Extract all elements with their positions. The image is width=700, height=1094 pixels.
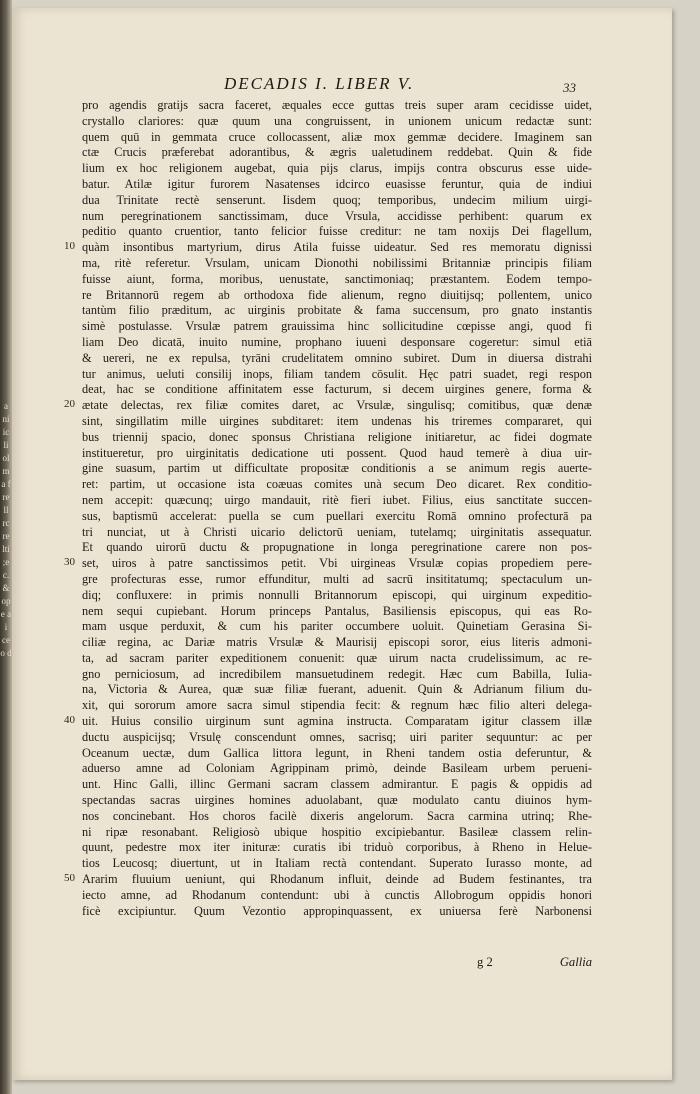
text-line: deat, hac se conditione affinitatem esse facturum, si decem uirgines genere, forma & (82, 382, 592, 397)
text-line: liam Deo dicatā, inuito numine, prophano iuueni desponsare cogeretur: simul etiā (82, 334, 592, 349)
facing-page-edge-text: a ni ic li ol m a f re ll rc re lti ;e c. & op e a i ce o d (0, 401, 12, 658)
text-line: nos concinebant. Hos choros facilè dixeris angelorum. Sacra carmina utrinq; Rhe- (82, 808, 592, 823)
text-line: iecto amne, ad Rhodanum contendunt: ubi à cunctis Allobrogum oppidis honori (82, 887, 592, 902)
text-line: diq; confluxere: in primis nonnulli Britannorum episcopi, qui uirginum expeditio- (82, 587, 592, 602)
line-number: 30 (64, 556, 75, 569)
text-line: bus triennij spacio, donec sponsus Christiana religione initiaretur, ac fidei dogmate (82, 429, 592, 444)
running-header: DECADIS I. LIBER V. (224, 74, 415, 93)
text-line: sint, singillatim mille uirgines subditaret: item undenas his triremes compararet, qui (82, 413, 592, 428)
text-line: gine suasum, partim ut difficultate propositæ conditionis a se animum regis auerte- (82, 461, 592, 476)
line-number: 10 (64, 240, 75, 253)
text-line: mam usque perduxit, & cum his pariter occumbere uoluit. Quinetiam Gerasina Si- (82, 619, 592, 634)
text-line: nem accepit: quæcunq; uirgo mandauit, ritè fieri iubet. Filius, eius sanctitate succen- (82, 492, 592, 507)
facing-page-edge (0, 0, 12, 1094)
text-line: ctæ Crucis præferebat adorantibus, & ægris ualetudinem reddebat. Quin & fide (82, 145, 592, 160)
text-line: ma, ritè referetur. Vrsulam, unicam Dionothi nobilissimi Britanniæ principis filiam (82, 255, 592, 270)
text-line: ductu auspicijsq; Vrsulę conscendunt omnes, sacrisq; uiri pariter sequuntur: ac per (82, 729, 592, 744)
text-line: re Britannorū regem ab orthodoxa fide alienum, regno diuitijsq; pollentem, unico (82, 287, 592, 302)
catchword: Gallia (559, 955, 592, 969)
text-line: uit. Huius consilio uirginum sunt agmina instructa. Comparatam igitur classem illæ (82, 714, 592, 729)
text-line: quunt, pedestre mox iter inituræ: curatis ibi triduò corporibus, à Rheno in Helue- (82, 840, 592, 855)
text-line: tri nunciat, ut à Christi uicario delictorū ueniam, tutelamq; uirginitatis assequatur. (82, 524, 592, 539)
text-line: na, Victoria & Aurea, quæ suæ filiæ fuerant, aduenit. Quin & Adrianum filium du- (82, 682, 592, 697)
text-line: simè postulasse. Vrsulæ patrem grauissima hinc sollicitudine cœpisse angi, quod fi (82, 319, 592, 334)
text-line: spectandas sacras uirgines homines aduolabant, quæ modulato cantu diuinos hym- (82, 793, 592, 808)
text-line: xit, qui sororum amore sacra simul stipendia fecit: & regnum hæc filio alteri delega- (82, 698, 592, 713)
text-line: Ararim fluuium ueniunt, qui Rhodanum influit, deinde ad Budem festinantes, tra (82, 872, 592, 887)
text-line: ætate delectas, rex filiæ comites daret, ac Vrsulæ, singulisq; comitibus, quæ denæ (82, 398, 592, 413)
text-line: & uereri, ne ex repulsa, tyrāni crudelitatem omnino subiret. Dum in diuersa distrahi (82, 350, 592, 365)
text-line: gno perniciosum, ad incredibilem mansuetudinem redegit. Hæc cum Babilla, Iulia- (82, 666, 592, 681)
line-number: 40 (64, 714, 75, 727)
text-line: ciliæ regina, ac Dariæ matris Vrsulæ & Maurisij episcopi soror, eius literis admoni- (82, 635, 592, 650)
line-number: 50 (64, 872, 75, 885)
page-footer (82, 954, 592, 970)
text-line: tur animus, ueluti consilij inops, filiam tandem cōsulit. Hęc patri suadet, regi respon (82, 366, 592, 381)
text-line: ficè excipiuntur. Quum Vezontio appropinquassent, ex uniuersa ferè Narbonensi (82, 903, 592, 918)
text-block (64, 98, 592, 919)
text-line: Et quando uirorū ductu & propugnatione in longa peregrinatione carere non pos- (82, 540, 592, 555)
text-line: tios Leucosq; diuertunt, ut in Italiam rectà contendant. Superato Iurasso monte, ad (82, 856, 592, 871)
text-line: lium ex hoc religionem augebat, quia pijs clarus, impijs contra obscurus esse uide- (82, 161, 592, 176)
text-line: set, uiros à patre sanctissimos petit. Vbi uirgineas Vrsulæ copias propediem pere- (82, 556, 592, 571)
text-line: ta, ad sacram pariter expeditionem conuenit: quæ uirum nacta crudelissimum, ac re- (82, 650, 592, 665)
text-line: quàm insontibus martyrium, dirus Atila fuisse uideatur. Sed res memoratu dignissi (82, 240, 592, 255)
text-line: batur. Atilæ igitur furorem Nasatenses idcirco euasisse feruntur, quia de indiui (82, 176, 592, 191)
text-line: ret: partim, ut occasione ista coæuas comites unà secum Deo dicaret. Rex conditio- (82, 477, 592, 492)
text-line: tantùm filio præditum, ac uirginis probitate & fama succensum, pro gnato instantis (82, 303, 592, 318)
text-line: sus, baptismū accelerat: puella se cum puellari exercitu Romā omnino profecturā pa (82, 508, 592, 523)
text-line: aduerso amne ad Coloniam Agrippinam primò, deinde Basileam urbem perueni- (82, 761, 592, 776)
text-line: unt. Hinc Galli, illinc Germani sacram classem admirantur. E pagis & oppidis ad (82, 777, 592, 792)
folio-number: 33 (563, 80, 576, 95)
book-page (12, 8, 672, 1080)
text-line: ni ripæ resonabant. Religiosò ubique hospitio excipiebantur. Basileæ classem relin- (82, 824, 592, 839)
text-line: dua Trinitate rectè senserunt. Iisdem quoq; temporibus, undecim milium uirgi- (82, 192, 592, 207)
text-line: peditio quanto cruentior, tanto felicior fuisse creditur: ne tam noxijs Dei flagellum, (82, 224, 592, 239)
text-line: institueretur, pro uirginitatis dedicatione uti possent. Quod haud temerè à diua uir- (82, 445, 592, 460)
line-number: 20 (64, 398, 75, 411)
text-line: fuisse aiunt, forma, moribus, uenustate, sanctimoniaq; præstantem. Eodem tempo- (82, 271, 592, 286)
text-line: quem quū in gemmata cruce collocassent, aliæ mox gemmæ decidere. Imaginem san (82, 129, 592, 144)
text-line: nem sequi cupiebant. Horum princeps Pantalus, Basiliensis episcopus, qui eas Ro- (82, 603, 592, 618)
text-line: num peregrinationem sanctissimam, duce Vrsula, accidisse perhibent: quarum ex (82, 208, 592, 223)
text-line: pro agendis gratijs sacra faceret, æquales ecce guttas treis super aram cecidisse uidet, (82, 98, 592, 112)
signature-mark: g 2 (477, 955, 493, 969)
text-line: gre profecturas esse, rumor effunditur, multi ad sacrū insititatumq; spectaculum un- (82, 571, 592, 586)
text-line: crystallo clariores: quæ quum una congruissent, in unionem unicum redactæ sunt: (82, 113, 592, 128)
text-line: Oceanum uectæ, dum Gallica littora legunt, in Rheni tandem ostia deferuntur, & (82, 745, 592, 760)
